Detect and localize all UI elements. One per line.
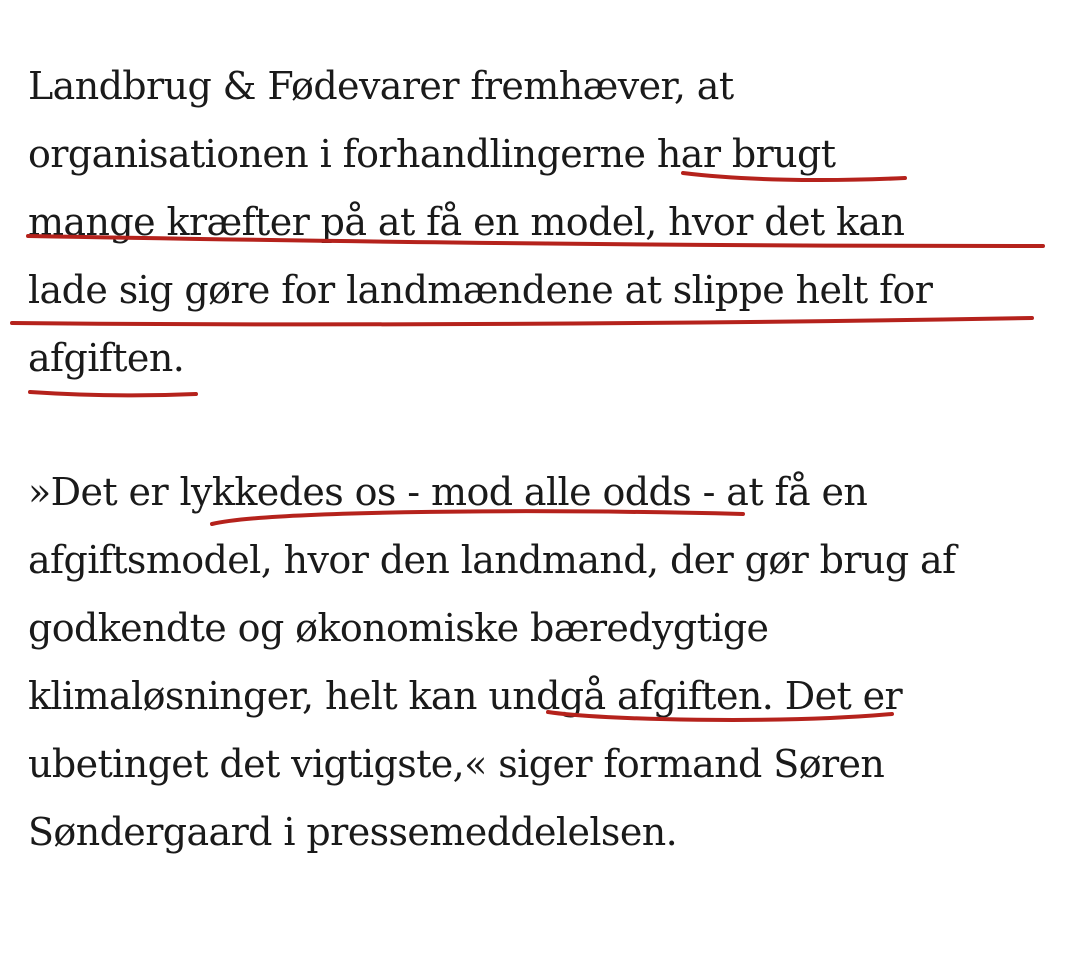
underline-mark (30, 392, 196, 395)
text-line: afgiftsmodel, hvor den landmand, der gør brug af (28, 538, 956, 582)
text-line: mange kræfter på at få en model, hvor det kan (28, 200, 905, 244)
text-line: Søndergaard i pressemeddelelsen. (28, 810, 678, 854)
text-line: afgiften. (28, 336, 185, 380)
text-line: ubetinget det vigtigste,« siger formand Søren (28, 742, 885, 786)
text-line: »Det er lykkedes os - mod alle odds - at få en (28, 470, 868, 514)
paragraph-2-quote (28, 458, 1068, 866)
text-line: Landbrug & Fødevarer fremhæver, at (28, 64, 734, 108)
text-line: organisationen i forhandlingerne har brugt (28, 132, 836, 176)
paragraph-1 (28, 52, 1068, 392)
text-line: klimaløsninger, helt kan undgå afgiften. Det er (28, 674, 903, 718)
text-line: godkendte og økonomiske bæredygtige (28, 606, 769, 650)
text-line: lade sig gøre for landmændene at slippe helt for (28, 268, 933, 312)
